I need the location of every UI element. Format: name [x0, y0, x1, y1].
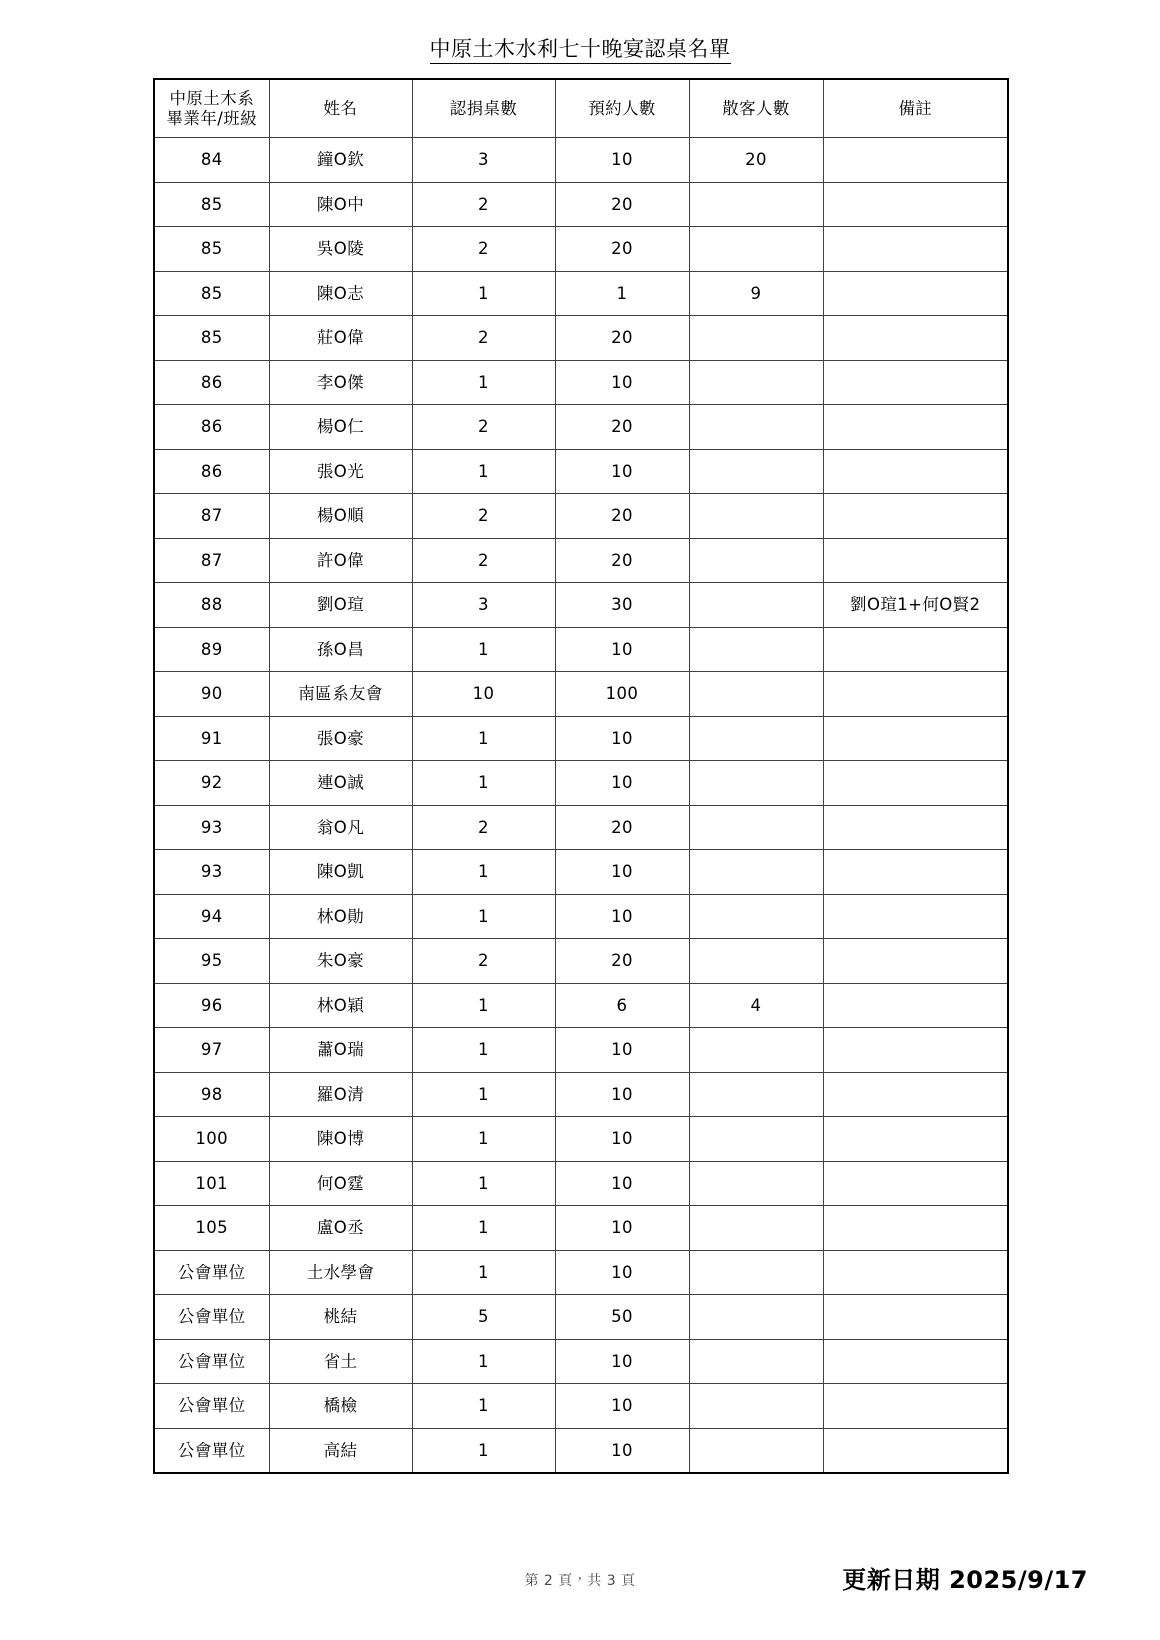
cell-tables-pledged: 1 — [412, 1072, 555, 1117]
cell-reserved-people: 10 — [555, 360, 689, 405]
cell-reserved-people: 10 — [555, 1161, 689, 1206]
cell-reserved-people: 10 — [555, 627, 689, 672]
cell-note — [823, 538, 1008, 583]
cell-note — [823, 405, 1008, 450]
cell-graduation-year: 93 — [154, 805, 269, 850]
column-header-graduation-year-line2: 畢業年/班級 — [166, 108, 257, 128]
cell-name: 桃結 — [269, 1295, 412, 1340]
table-row — [154, 805, 1008, 850]
footer-update-date: 更新日期 2025/9/17 — [842, 1566, 1088, 1594]
cell-tables-pledged: 1 — [412, 1250, 555, 1295]
cell-walkin-people — [689, 449, 823, 494]
cell-graduation-year: 96 — [154, 983, 269, 1028]
cell-name: 楊O仁 — [269, 405, 412, 450]
cell-walkin-people — [689, 805, 823, 850]
cell-walkin-people — [689, 494, 823, 539]
cell-name: 橋檢 — [269, 1384, 412, 1429]
cell-graduation-year: 公會單位 — [154, 1384, 269, 1429]
cell-name: 林O勛 — [269, 894, 412, 939]
cell-graduation-year: 85 — [154, 227, 269, 272]
page-footer — [0, 1560, 1160, 1606]
cell-note — [823, 1117, 1008, 1162]
cell-name: 陳O凱 — [269, 850, 412, 895]
table-row — [154, 1028, 1008, 1073]
cell-reserved-people: 10 — [555, 1206, 689, 1251]
column-header-note: 備註 — [823, 79, 1008, 138]
cell-graduation-year: 87 — [154, 538, 269, 583]
cell-tables-pledged: 1 — [412, 850, 555, 895]
footer-page-indicator: 第 2 頁，共 3 頁 — [524, 1573, 636, 1589]
cell-walkin-people — [689, 1339, 823, 1384]
cell-tables-pledged: 2 — [412, 494, 555, 539]
cell-name: 連O誠 — [269, 761, 412, 806]
page-title-container — [0, 0, 1160, 78]
cell-name: 省土 — [269, 1339, 412, 1384]
cell-reserved-people: 10 — [555, 894, 689, 939]
cell-tables-pledged: 1 — [412, 627, 555, 672]
cell-walkin-people: 9 — [689, 271, 823, 316]
cell-reserved-people: 1 — [555, 271, 689, 316]
cell-note — [823, 1250, 1008, 1295]
cell-walkin-people: 20 — [689, 138, 823, 183]
table-row — [154, 1339, 1008, 1384]
cell-graduation-year: 公會單位 — [154, 1339, 269, 1384]
cell-reserved-people: 10 — [555, 1028, 689, 1073]
cell-tables-pledged: 1 — [412, 360, 555, 405]
cell-note — [823, 138, 1008, 183]
cell-name: 陳O志 — [269, 271, 412, 316]
cell-note — [823, 983, 1008, 1028]
cell-tables-pledged: 2 — [412, 939, 555, 984]
cell-note — [823, 494, 1008, 539]
cell-graduation-year: 93 — [154, 850, 269, 895]
cell-tables-pledged: 1 — [412, 1339, 555, 1384]
cell-graduation-year: 公會單位 — [154, 1250, 269, 1295]
cell-name: 土水學會 — [269, 1250, 412, 1295]
cell-name: 張O豪 — [269, 716, 412, 761]
cell-tables-pledged: 10 — [412, 672, 555, 717]
table-row — [154, 583, 1008, 628]
cell-graduation-year: 100 — [154, 1117, 269, 1162]
cell-reserved-people: 20 — [555, 494, 689, 539]
cell-name: 南區系友會 — [269, 672, 412, 717]
table-row — [154, 182, 1008, 227]
cell-tables-pledged: 3 — [412, 583, 555, 628]
cell-name: 陳O博 — [269, 1117, 412, 1162]
cell-tables-pledged: 1 — [412, 1028, 555, 1073]
cell-graduation-year: 84 — [154, 138, 269, 183]
cell-walkin-people — [689, 405, 823, 450]
cell-graduation-year: 85 — [154, 271, 269, 316]
cell-reserved-people: 20 — [555, 405, 689, 450]
cell-graduation-year: 90 — [154, 672, 269, 717]
cell-note — [823, 761, 1008, 806]
cell-reserved-people: 10 — [555, 716, 689, 761]
cell-reserved-people: 20 — [555, 227, 689, 272]
cell-reserved-people: 20 — [555, 538, 689, 583]
column-header-name: 姓名 — [269, 79, 412, 138]
cell-walkin-people — [689, 538, 823, 583]
table-header-row — [154, 79, 1008, 138]
cell-name: 孫O昌 — [269, 627, 412, 672]
table-row — [154, 1384, 1008, 1429]
cell-walkin-people — [689, 360, 823, 405]
cell-note — [823, 1384, 1008, 1429]
cell-note — [823, 449, 1008, 494]
cell-note — [823, 1161, 1008, 1206]
table-row — [154, 894, 1008, 939]
cell-tables-pledged: 3 — [412, 138, 555, 183]
cell-graduation-year: 公會單位 — [154, 1428, 269, 1473]
cell-name: 張O光 — [269, 449, 412, 494]
table-row — [154, 983, 1008, 1028]
cell-note — [823, 182, 1008, 227]
cell-name: 陳O中 — [269, 182, 412, 227]
table-row — [154, 405, 1008, 450]
cell-reserved-people: 10 — [555, 1384, 689, 1429]
cell-reserved-people: 10 — [555, 1117, 689, 1162]
table-row — [154, 1206, 1008, 1251]
cell-note — [823, 627, 1008, 672]
cell-name: 羅O清 — [269, 1072, 412, 1117]
cell-graduation-year: 85 — [154, 182, 269, 227]
roster-table-container — [153, 78, 1007, 1474]
cell-walkin-people — [689, 1384, 823, 1429]
table-row — [154, 1161, 1008, 1206]
cell-note — [823, 227, 1008, 272]
cell-note — [823, 672, 1008, 717]
cell-name: 盧O丞 — [269, 1206, 412, 1251]
cell-note — [823, 716, 1008, 761]
cell-reserved-people: 6 — [555, 983, 689, 1028]
cell-note — [823, 1072, 1008, 1117]
table-row — [154, 227, 1008, 272]
cell-graduation-year: 85 — [154, 316, 269, 361]
cell-graduation-year: 86 — [154, 405, 269, 450]
cell-tables-pledged: 2 — [412, 182, 555, 227]
column-header-graduation-year — [154, 79, 269, 138]
table-row — [154, 316, 1008, 361]
table-row — [154, 1072, 1008, 1117]
table-row — [154, 1295, 1008, 1340]
cell-reserved-people: 10 — [555, 1428, 689, 1473]
cell-reserved-people: 10 — [555, 1072, 689, 1117]
table-row — [154, 538, 1008, 583]
cell-graduation-year: 公會單位 — [154, 1295, 269, 1340]
cell-name: 朱O豪 — [269, 939, 412, 984]
table-row — [154, 449, 1008, 494]
cell-tables-pledged: 1 — [412, 894, 555, 939]
cell-name: 莊O偉 — [269, 316, 412, 361]
table-row — [154, 627, 1008, 672]
cell-walkin-people — [689, 1428, 823, 1473]
cell-walkin-people — [689, 627, 823, 672]
cell-name: 李O傑 — [269, 360, 412, 405]
cell-name: 蕭O瑞 — [269, 1028, 412, 1073]
cell-walkin-people: 4 — [689, 983, 823, 1028]
cell-reserved-people: 20 — [555, 939, 689, 984]
table-row — [154, 271, 1008, 316]
table-row — [154, 761, 1008, 806]
table-header — [154, 79, 1008, 138]
cell-name: 何O霆 — [269, 1161, 412, 1206]
cell-walkin-people — [689, 1295, 823, 1340]
cell-note — [823, 271, 1008, 316]
column-header-walkin-people: 散客人數 — [689, 79, 823, 138]
cell-note — [823, 1339, 1008, 1384]
cell-graduation-year: 101 — [154, 1161, 269, 1206]
cell-reserved-people: 10 — [555, 1339, 689, 1384]
cell-reserved-people: 10 — [555, 138, 689, 183]
cell-walkin-people — [689, 182, 823, 227]
cell-graduation-year: 97 — [154, 1028, 269, 1073]
cell-walkin-people — [689, 1250, 823, 1295]
table-row — [154, 672, 1008, 717]
cell-tables-pledged: 1 — [412, 1384, 555, 1429]
page-title: 中原土木水利七十晚宴認桌名單 — [430, 36, 731, 64]
cell-tables-pledged: 1 — [412, 1161, 555, 1206]
cell-name: 許O偉 — [269, 538, 412, 583]
table-row — [154, 494, 1008, 539]
cell-tables-pledged: 1 — [412, 1117, 555, 1162]
cell-name: 吳O陵 — [269, 227, 412, 272]
cell-reserved-people: 50 — [555, 1295, 689, 1340]
table-row — [154, 716, 1008, 761]
table-row — [154, 360, 1008, 405]
cell-note — [823, 939, 1008, 984]
table-row — [154, 1250, 1008, 1295]
cell-tables-pledged: 2 — [412, 538, 555, 583]
cell-note — [823, 360, 1008, 405]
cell-reserved-people: 10 — [555, 449, 689, 494]
cell-note — [823, 1295, 1008, 1340]
cell-walkin-people — [689, 761, 823, 806]
cell-note — [823, 1028, 1008, 1073]
table-row — [154, 138, 1008, 183]
cell-name: 林O穎 — [269, 983, 412, 1028]
cell-walkin-people — [689, 1161, 823, 1206]
cell-tables-pledged: 1 — [412, 716, 555, 761]
cell-note — [823, 805, 1008, 850]
cell-walkin-people — [689, 1028, 823, 1073]
cell-tables-pledged: 1 — [412, 449, 555, 494]
cell-graduation-year: 105 — [154, 1206, 269, 1251]
column-header-reserved-people: 預約人數 — [555, 79, 689, 138]
cell-walkin-people — [689, 316, 823, 361]
cell-walkin-people — [689, 894, 823, 939]
cell-walkin-people — [689, 227, 823, 272]
cell-tables-pledged: 2 — [412, 316, 555, 361]
cell-walkin-people — [689, 672, 823, 717]
column-header-graduation-year-line1: 中原土木系 — [169, 88, 254, 108]
cell-walkin-people — [689, 583, 823, 628]
table-body — [154, 138, 1008, 1474]
cell-graduation-year: 95 — [154, 939, 269, 984]
roster-table — [153, 78, 1009, 1474]
cell-walkin-people — [689, 1206, 823, 1251]
cell-name: 高結 — [269, 1428, 412, 1473]
cell-graduation-year: 94 — [154, 894, 269, 939]
cell-tables-pledged: 1 — [412, 1206, 555, 1251]
cell-note — [823, 1428, 1008, 1473]
cell-tables-pledged: 2 — [412, 405, 555, 450]
cell-reserved-people: 30 — [555, 583, 689, 628]
cell-reserved-people: 20 — [555, 316, 689, 361]
cell-note: 劉O瑄1+何O賢2 — [823, 583, 1008, 628]
cell-walkin-people — [689, 716, 823, 761]
cell-reserved-people: 10 — [555, 850, 689, 895]
cell-name: 鐘O欽 — [269, 138, 412, 183]
cell-tables-pledged: 1 — [412, 271, 555, 316]
cell-note — [823, 316, 1008, 361]
cell-graduation-year: 92 — [154, 761, 269, 806]
cell-reserved-people: 20 — [555, 182, 689, 227]
column-header-tables-pledged: 認捐桌數 — [412, 79, 555, 138]
cell-note — [823, 894, 1008, 939]
cell-graduation-year: 91 — [154, 716, 269, 761]
cell-name: 翁O凡 — [269, 805, 412, 850]
cell-tables-pledged: 1 — [412, 1428, 555, 1473]
table-row — [154, 939, 1008, 984]
cell-graduation-year: 86 — [154, 449, 269, 494]
cell-walkin-people — [689, 1072, 823, 1117]
cell-walkin-people — [689, 939, 823, 984]
cell-reserved-people: 10 — [555, 761, 689, 806]
cell-tables-pledged: 2 — [412, 227, 555, 272]
cell-reserved-people: 20 — [555, 805, 689, 850]
table-row — [154, 1428, 1008, 1473]
cell-graduation-year: 88 — [154, 583, 269, 628]
cell-graduation-year: 89 — [154, 627, 269, 672]
cell-reserved-people: 100 — [555, 672, 689, 717]
cell-reserved-people: 10 — [555, 1250, 689, 1295]
cell-name: 劉O瑄 — [269, 583, 412, 628]
cell-graduation-year: 86 — [154, 360, 269, 405]
cell-walkin-people — [689, 850, 823, 895]
cell-tables-pledged: 2 — [412, 805, 555, 850]
cell-note — [823, 1206, 1008, 1251]
cell-note — [823, 850, 1008, 895]
table-row — [154, 850, 1008, 895]
cell-graduation-year: 87 — [154, 494, 269, 539]
cell-tables-pledged: 1 — [412, 761, 555, 806]
cell-tables-pledged: 1 — [412, 983, 555, 1028]
cell-name: 楊O順 — [269, 494, 412, 539]
cell-graduation-year: 98 — [154, 1072, 269, 1117]
cell-tables-pledged: 5 — [412, 1295, 555, 1340]
table-row — [154, 1117, 1008, 1162]
cell-walkin-people — [689, 1117, 823, 1162]
